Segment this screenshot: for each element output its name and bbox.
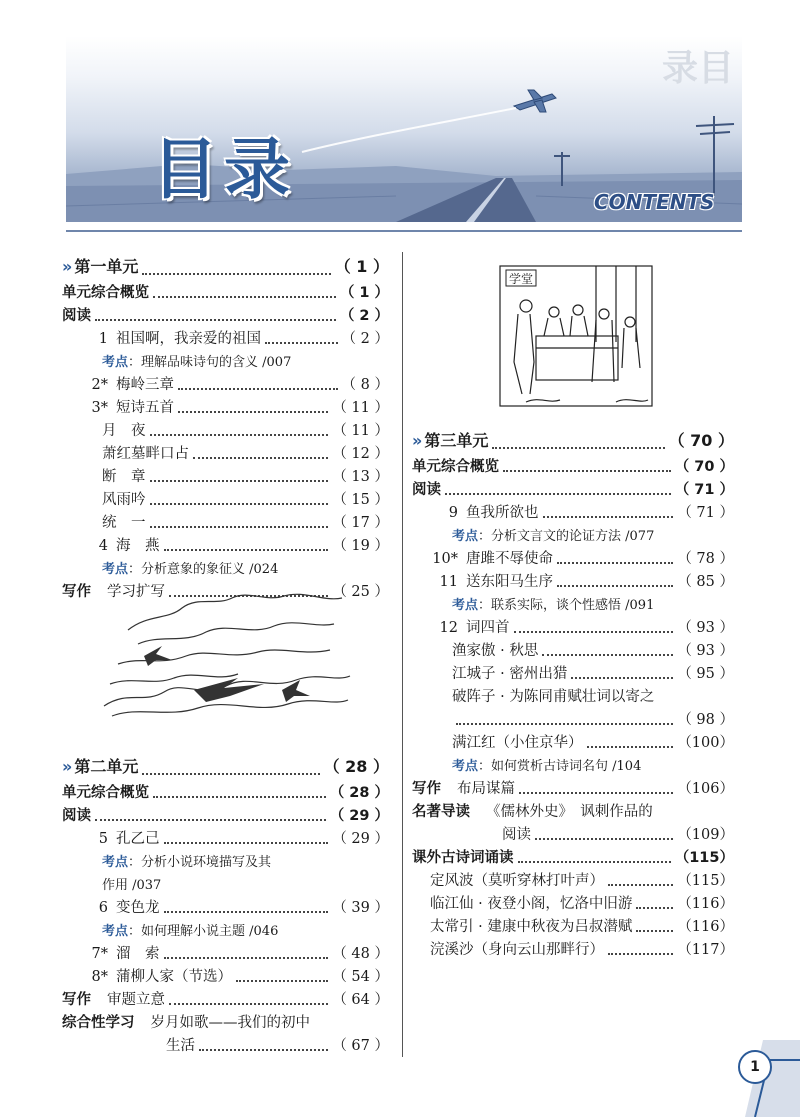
leader-dots bbox=[445, 493, 671, 495]
section-title: 单元综合概览 bbox=[62, 785, 149, 801]
contents-label: CONTENTS bbox=[594, 190, 715, 214]
toc-subitem[interactable] bbox=[62, 489, 389, 512]
airplane-icon bbox=[514, 90, 556, 112]
page-ref: （100） bbox=[677, 735, 734, 751]
toc-subitem[interactable] bbox=[62, 512, 389, 535]
section-subtitle: 学习扩写 bbox=[107, 584, 165, 600]
section-title: 阅读 bbox=[62, 808, 91, 824]
leader-dots bbox=[150, 503, 329, 505]
page-ref: （ 71 ） bbox=[677, 505, 734, 521]
unit-title: 第一单元 bbox=[74, 257, 139, 276]
page-ref: （ 29 ） bbox=[332, 831, 389, 847]
toc-item[interactable] bbox=[62, 897, 389, 920]
page-ref: （ 29 ） bbox=[329, 808, 389, 824]
page-ref: （ 71 ） bbox=[674, 482, 734, 498]
key-point-text: ：分析文言文的论证方法 /077 bbox=[478, 529, 655, 544]
item-title: 送东阳马生序 bbox=[466, 574, 553, 590]
leader-dots bbox=[169, 1003, 328, 1005]
toc-section[interactable] bbox=[62, 305, 389, 328]
leader-dots bbox=[571, 677, 673, 679]
toc-item[interactable] bbox=[62, 943, 389, 966]
page-ref: （115） bbox=[674, 850, 734, 866]
item-title: 祖国啊，我亲爱的祖国 bbox=[116, 331, 261, 347]
leader-dots bbox=[164, 911, 329, 913]
toc-item[interactable] bbox=[62, 374, 389, 397]
continuation-text: 阅读 bbox=[502, 827, 531, 843]
key-point-note bbox=[62, 558, 389, 581]
leader-dots bbox=[514, 631, 674, 633]
page-ref: （ 12 ） bbox=[332, 446, 389, 462]
section-subtitle: 布局谋篇 bbox=[457, 781, 515, 797]
leader-dots bbox=[608, 884, 673, 886]
toc-item[interactable] bbox=[412, 502, 734, 525]
toc-subitem[interactable] bbox=[412, 663, 734, 686]
page-ref: （115） bbox=[677, 873, 734, 889]
toc-section[interactable] bbox=[62, 805, 389, 828]
section-title: 写作 bbox=[412, 781, 441, 797]
section-title: 写作 bbox=[62, 584, 91, 600]
subitem-title: 满江红（小住京华） bbox=[452, 735, 583, 751]
section-subtitle: 岁月如歌——我们的初中 bbox=[150, 1015, 310, 1031]
toc-item[interactable] bbox=[412, 617, 734, 640]
leader-dots bbox=[587, 746, 674, 748]
toc-continuation[interactable] bbox=[412, 824, 734, 847]
section-title: 写作 bbox=[62, 992, 91, 1008]
item-number: 2* bbox=[91, 377, 108, 393]
leader-dots bbox=[164, 842, 329, 844]
page-ref: （ 93 ） bbox=[677, 620, 734, 636]
toc-subitem[interactable] bbox=[412, 732, 734, 755]
page-ref: （ 1 ） bbox=[334, 257, 389, 276]
item-number: 3* bbox=[91, 400, 108, 416]
page-ref: （ 28 ） bbox=[323, 757, 389, 776]
key-point-label: 考点 bbox=[102, 855, 129, 870]
leader-dots bbox=[150, 434, 329, 436]
toc-item[interactable] bbox=[412, 548, 734, 571]
toc-subitem[interactable] bbox=[62, 466, 389, 489]
page-ref: （ 93 ） bbox=[677, 643, 734, 659]
page-ref: （ 70 ） bbox=[674, 459, 734, 475]
leader-dots bbox=[199, 1049, 328, 1051]
leader-dots bbox=[557, 562, 673, 564]
leader-dots bbox=[164, 549, 329, 551]
key-point-text: ：联系实际，谈个性感悟 /091 bbox=[478, 598, 655, 613]
toc-subitem[interactable] bbox=[412, 870, 734, 893]
banner-underline bbox=[66, 230, 742, 232]
page-ref: （ 48 ） bbox=[332, 946, 389, 962]
toc-item[interactable] bbox=[62, 828, 389, 851]
toc-section[interactable] bbox=[62, 989, 389, 1012]
item-number: 8* bbox=[91, 969, 108, 985]
key-point-text: ：如何赏析古诗词名句 /104 bbox=[478, 759, 642, 774]
key-point-note bbox=[62, 351, 389, 374]
leader-dots bbox=[543, 516, 674, 518]
key-point-label: 考点 bbox=[452, 759, 479, 774]
item-title: 变色龙 bbox=[116, 900, 160, 916]
leader-dots bbox=[518, 861, 671, 863]
item-title: 孔乙己 bbox=[116, 831, 160, 847]
subitem-title: 风雨吟 bbox=[102, 492, 146, 508]
subitem-title: 断 章 bbox=[102, 469, 146, 485]
leader-dots bbox=[178, 388, 338, 390]
leader-dots bbox=[636, 907, 673, 909]
subitem-title: 临江仙 · 夜登小阁，忆洛中旧游 bbox=[430, 896, 633, 912]
unit-title: 第二单元 bbox=[74, 757, 139, 776]
teahouse-illustration bbox=[496, 262, 656, 418]
page-ref: （ 78 ） bbox=[677, 551, 734, 567]
leader-dots bbox=[608, 953, 673, 955]
bird-icon bbox=[144, 646, 172, 666]
item-title: 溜 索 bbox=[116, 946, 160, 962]
toc-section[interactable] bbox=[62, 1012, 389, 1035]
unit-heading[interactable] bbox=[62, 752, 389, 782]
toc-subitem[interactable] bbox=[412, 640, 734, 663]
item-title: 短诗五首 bbox=[116, 400, 174, 416]
subitem-title: 破阵子 · 为陈同甫赋壮词以寄之 bbox=[452, 689, 655, 705]
leader-dots bbox=[153, 796, 326, 798]
page-ref: （ 70 ） bbox=[668, 431, 734, 450]
page-title: 目录 bbox=[152, 131, 296, 208]
double-arrow-icon: » bbox=[62, 757, 73, 776]
subitem-title: 渔家傲 · 秋思 bbox=[452, 643, 539, 659]
key-point-text: 作用 /037 bbox=[102, 878, 162, 893]
item-number: 9 bbox=[448, 505, 458, 521]
item-title: 梅岭三章 bbox=[116, 377, 174, 393]
item-number: 4 bbox=[98, 538, 108, 554]
leader-dots bbox=[265, 342, 338, 344]
double-arrow-icon: » bbox=[412, 431, 423, 450]
section-subtitle: 审题立意 bbox=[107, 992, 165, 1008]
subitem-title: 太常引 · 建康中秋夜为吕叔潜赋 bbox=[430, 919, 633, 935]
page-ref: （ 19 ） bbox=[332, 538, 389, 554]
leader-dots bbox=[492, 447, 664, 449]
key-point-label: 考点 bbox=[452, 529, 479, 544]
birds-clouds-illustration bbox=[98, 586, 356, 730]
page-ref: （ 8 ） bbox=[341, 377, 389, 393]
key-point-note bbox=[412, 755, 734, 778]
item-number: 6 bbox=[98, 900, 108, 916]
leader-dots bbox=[557, 585, 673, 587]
leader-dots bbox=[535, 838, 673, 840]
leader-dots bbox=[456, 723, 673, 725]
subitem-title: 定风波（莫听穿林打叶声） bbox=[430, 873, 604, 889]
unit-heading[interactable] bbox=[62, 252, 389, 282]
page-ref: （ 11 ） bbox=[332, 400, 389, 416]
item-number: 7* bbox=[91, 946, 108, 962]
section-title: 单元综合概览 bbox=[412, 459, 499, 475]
leader-dots bbox=[193, 457, 328, 459]
item-title: 鱼我所欲也 bbox=[466, 505, 539, 521]
subitem-title: 江城子 · 密州出猎 bbox=[452, 666, 568, 682]
unit-title: 第三单元 bbox=[424, 431, 489, 450]
item-number: 11 bbox=[439, 574, 458, 590]
toc-item[interactable] bbox=[412, 571, 734, 594]
leader-dots bbox=[95, 819, 326, 821]
leader-dots bbox=[150, 526, 329, 528]
toc-left-column-unit2 bbox=[62, 752, 389, 1058]
leader-dots bbox=[519, 792, 673, 794]
subitem-title: 萧红墓畔口占 bbox=[102, 446, 189, 462]
page-ref: （ 11 ） bbox=[332, 423, 389, 439]
section-title: 综合性学习 bbox=[62, 1015, 135, 1031]
item-number: 10* bbox=[432, 551, 458, 567]
subitem-title: 浣溪沙（身向云山那畔行） bbox=[430, 942, 604, 958]
toc-subitem[interactable] bbox=[62, 420, 389, 443]
key-point-label: 考点 bbox=[452, 598, 479, 613]
toc-section[interactable] bbox=[412, 801, 734, 824]
page-ref: （117） bbox=[677, 942, 734, 958]
section-title: 阅读 bbox=[412, 482, 441, 498]
page-ref: （ 98 ） bbox=[677, 712, 734, 728]
leader-dots bbox=[636, 930, 673, 932]
page-ref: （ 2 ） bbox=[341, 331, 389, 347]
page-number: 1 bbox=[738, 1050, 772, 1084]
teahouse-sign: 学堂 bbox=[509, 272, 534, 286]
page-ref: （ 25 ） bbox=[332, 584, 389, 600]
leader-dots bbox=[153, 296, 336, 298]
item-number: 12 bbox=[439, 620, 458, 636]
bird-icon bbox=[282, 680, 310, 702]
leader-dots bbox=[95, 319, 336, 321]
toc-section[interactable] bbox=[62, 782, 389, 805]
toc-left-column bbox=[62, 252, 389, 604]
section-title: 阅读 bbox=[62, 308, 91, 324]
leader-dots bbox=[142, 273, 330, 275]
double-arrow-icon: » bbox=[62, 257, 73, 276]
leader-dots bbox=[178, 411, 328, 413]
item-title: 词四首 bbox=[466, 620, 510, 636]
page-ref: （116） bbox=[677, 896, 734, 912]
toc-section[interactable] bbox=[412, 847, 734, 870]
toc-item[interactable] bbox=[62, 535, 389, 558]
page-ref: （ 28 ） bbox=[329, 785, 389, 801]
page-ref: （116） bbox=[677, 919, 734, 935]
key-point-note bbox=[412, 525, 734, 548]
leader-dots bbox=[542, 654, 673, 656]
leader-dots bbox=[142, 773, 319, 775]
key-point-text: ：理解品味诗句的含义 /007 bbox=[128, 355, 292, 370]
column-divider bbox=[402, 252, 403, 1057]
toc-subitem-continuation bbox=[412, 709, 734, 732]
page-ref: （106） bbox=[677, 781, 734, 797]
toc-subitem[interactable] bbox=[412, 893, 734, 916]
page-ref: （ 64 ） bbox=[332, 992, 389, 1008]
key-point-text: ：分析意象的象征义 /024 bbox=[128, 562, 279, 577]
toc-item[interactable] bbox=[62, 966, 389, 989]
key-point-note bbox=[62, 851, 389, 874]
page-ref: （ 85 ） bbox=[677, 574, 734, 590]
page-ref: （ 13 ） bbox=[332, 469, 389, 485]
continuation-text: 生活 bbox=[166, 1038, 195, 1054]
key-point-note bbox=[412, 594, 734, 617]
unit-heading[interactable] bbox=[412, 426, 734, 456]
toc-subitem[interactable] bbox=[412, 686, 734, 709]
leader-dots bbox=[503, 470, 671, 472]
toc-subitem[interactable] bbox=[412, 939, 734, 962]
page-ref: （ 15 ） bbox=[332, 492, 389, 508]
item-number: 5 bbox=[98, 831, 108, 847]
item-title: 海 燕 bbox=[116, 538, 160, 554]
ghost-title: 录目 bbox=[662, 48, 735, 89]
key-point-text: ：分析小说环境描写及其 bbox=[128, 855, 272, 870]
page-ref: （ 67 ） bbox=[332, 1038, 389, 1054]
toc-section[interactable] bbox=[412, 778, 734, 801]
toc-section[interactable] bbox=[412, 456, 734, 479]
toc-continuation[interactable] bbox=[62, 1035, 389, 1058]
page-ref: （109） bbox=[677, 827, 734, 843]
leader-dots bbox=[164, 957, 329, 959]
toc-item[interactable] bbox=[62, 328, 389, 351]
leader-dots bbox=[236, 980, 328, 982]
page-ref: （ 1 ） bbox=[339, 285, 389, 301]
page-ref: （ 54 ） bbox=[332, 969, 389, 985]
page-ref: （ 17 ） bbox=[332, 515, 389, 531]
page-ref: （ 2 ） bbox=[339, 308, 389, 324]
section-subtitle: 《儒林外史》 讽刺作品的 bbox=[486, 804, 653, 820]
toc-right-column bbox=[412, 426, 734, 962]
subitem-title: 统 一 bbox=[102, 515, 146, 531]
toc-subitem[interactable] bbox=[62, 443, 389, 466]
toc-item[interactable] bbox=[62, 397, 389, 420]
key-point-label: 考点 bbox=[102, 355, 129, 370]
key-point-text: ：如何理解小说主题 /046 bbox=[128, 924, 279, 939]
section-title: 名著导读 bbox=[412, 804, 470, 820]
page-ref: （ 39 ） bbox=[332, 900, 389, 916]
toc-section[interactable] bbox=[412, 479, 734, 502]
section-title: 课外古诗词诵读 bbox=[412, 850, 514, 866]
key-point-label: 考点 bbox=[102, 924, 129, 939]
page-ref: （ 95 ） bbox=[677, 666, 734, 682]
item-number: 1 bbox=[98, 331, 108, 347]
key-point-label: 考点 bbox=[102, 562, 129, 577]
leader-dots bbox=[150, 480, 329, 482]
toc-subitem[interactable] bbox=[412, 916, 734, 939]
key-point-note bbox=[62, 920, 389, 943]
item-title: 唐雎不辱使命 bbox=[466, 551, 553, 567]
toc-section[interactable] bbox=[62, 282, 389, 305]
subitem-title: 月 夜 bbox=[102, 423, 146, 439]
key-point-continuation bbox=[62, 874, 389, 897]
section-title: 单元综合概览 bbox=[62, 285, 149, 301]
item-title: 蒲柳人家（节选） bbox=[116, 969, 232, 985]
